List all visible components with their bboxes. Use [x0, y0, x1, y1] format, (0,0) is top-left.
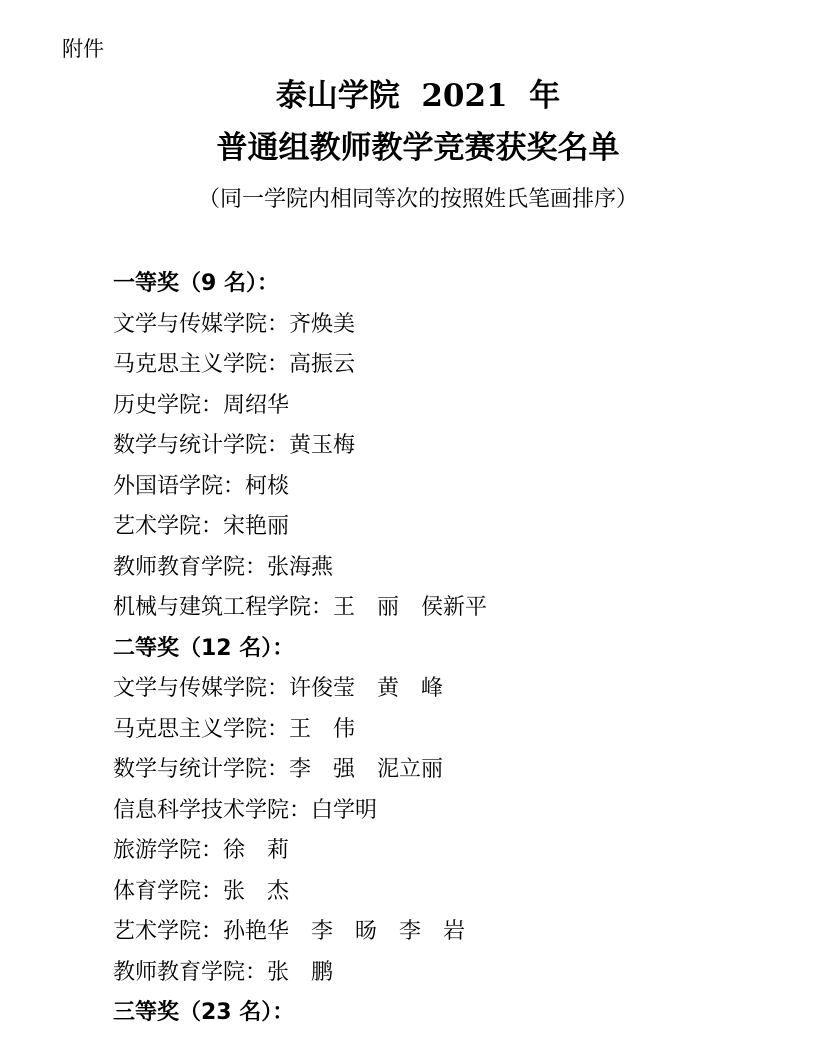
winner-entry: 信息科学技术学院：白学明 [113, 797, 378, 823]
winner-entry: 马克思主义学院：高振云 [113, 352, 356, 377]
winner-entry: 体育学院：张 杰 [113, 878, 290, 904]
attachment-label: 附件 [62, 37, 104, 61]
winner-entry: 旅游学院：徐 莉 [113, 838, 290, 863]
winner-entry: 文学与传媒学院：许俊莹 黄 峰 [113, 676, 444, 701]
winner-entry: 历史学院：周绍华 [113, 392, 290, 418]
winner-entry: 机械与建筑工程学院：王 丽 侯新平 [113, 595, 488, 620]
award-list [113, 264, 813, 1034]
winner-entry: 数学与统计学院：李 强 泥立丽 [113, 757, 444, 782]
document-title-line2: 普通组教师教学竞赛获奖名单 [216, 130, 620, 166]
document-title: 泰山学院 2021 年 [275, 78, 561, 114]
prize-heading-first: 一等奖（9 名）： [113, 271, 279, 296]
document-subtitle: （同一学院内相同等次的按照姓氏笔画排序） [197, 187, 638, 212]
winner-entry: 马克思主义学院：王 伟 [113, 716, 356, 742]
winner-entry: 数学与统计学院：黄玉梅 [113, 433, 356, 458]
prize-heading-second: 二等奖（12 名）： [113, 635, 295, 661]
prize-heading-third: 三等奖（23 名）： [113, 1000, 295, 1025]
winner-entry: 文学与传媒学院：齐焕美 [113, 311, 356, 337]
winner-entry: 教师教育学院：张海燕 [113, 554, 334, 580]
winner-entry: 艺术学院：孙艳华 李 旸 李 岩 [113, 919, 466, 944]
winner-entry: 艺术学院：宋艳丽 [113, 514, 290, 539]
winner-entry: 外国语学院：柯棪 [113, 473, 290, 499]
winner-entry: 教师教育学院：张 鹏 [113, 959, 334, 985]
